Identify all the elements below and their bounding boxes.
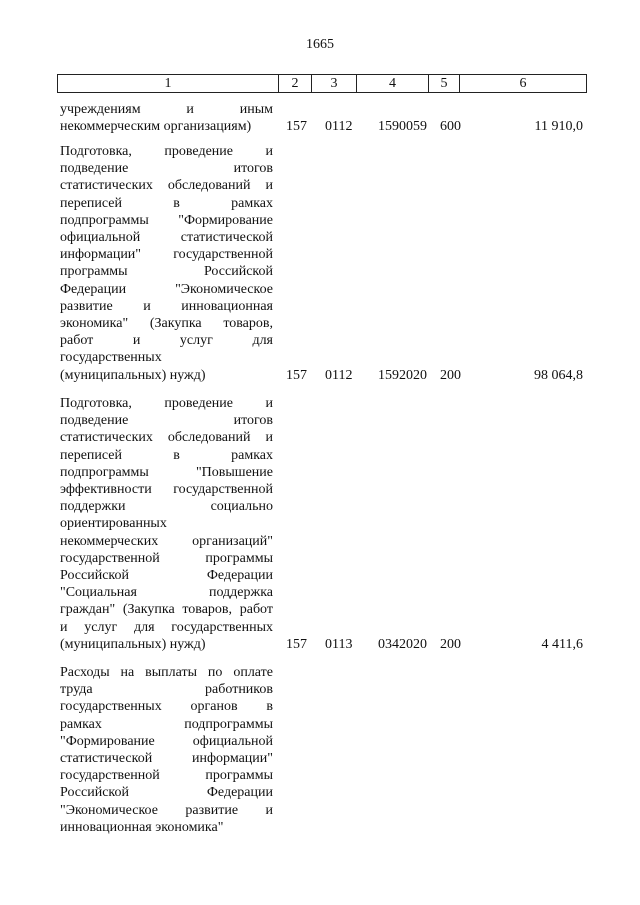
- description-line: статистических обследований и: [60, 178, 273, 194]
- description-line: Федерации "Экономическое: [60, 281, 273, 297]
- description-line: подведение итогов: [60, 161, 273, 177]
- row-description: [60, 664, 273, 836]
- cell-c5: 200: [440, 367, 461, 383]
- description-line: программы Российской: [60, 264, 273, 280]
- description-line: (муниципальных) нужд): [60, 636, 206, 652]
- description-line: граждан" (Закупка товаров, работ: [60, 602, 273, 618]
- description-line: поддержки социально: [60, 499, 273, 515]
- description-line: Российской Федерации: [60, 785, 273, 801]
- description-line: учреждениям и иным: [60, 102, 273, 117]
- description-line: официальной статистической: [60, 230, 273, 246]
- description-line: переписей в рамках: [60, 195, 273, 211]
- description-line: эффективности государственной: [60, 482, 273, 498]
- description-line: и услуг для государственных: [60, 619, 273, 635]
- cell-c3: 0113: [325, 636, 353, 652]
- description-line: инновационная экономика": [60, 819, 224, 835]
- cell-c2: 157: [286, 367, 307, 383]
- description-line: (муниципальных) нужд): [60, 367, 206, 383]
- description-line: Подготовка, проведение и: [60, 396, 273, 411]
- cell-c6: 4 411,6: [541, 636, 583, 652]
- cell-c4: 1592020: [378, 367, 427, 383]
- description-line: Расходы на выплаты по оплате: [60, 665, 273, 680]
- header-col-2: 2: [279, 75, 312, 92]
- description-line: рамках подпрограммы: [60, 716, 273, 732]
- row-description: [60, 101, 273, 135]
- description-line: государственной программы: [60, 768, 273, 784]
- header-col-5: 5: [429, 75, 460, 92]
- cell-c2: 157: [286, 636, 307, 652]
- description-line: информации" государственной: [60, 247, 273, 263]
- description-line: государственных: [60, 350, 162, 366]
- description-line: работ и услуг для: [60, 333, 273, 349]
- header-col-1: 1: [58, 75, 279, 92]
- description-line: некоммерческим организациям): [60, 119, 252, 135]
- description-line: переписей в рамках: [60, 447, 273, 463]
- header-col-3: 3: [312, 75, 357, 92]
- cell-c2: 157: [286, 119, 307, 135]
- description-line: подведение итогов: [60, 413, 273, 429]
- row-description: [60, 395, 273, 653]
- table-header: [57, 74, 587, 93]
- page-number: 1665: [306, 37, 334, 52]
- cell-c3: 0112: [325, 367, 353, 383]
- description-line: статистической информации": [60, 751, 273, 767]
- description-line: подпрограммы "Формирование: [60, 212, 273, 228]
- description-line: "Формирование официальной: [60, 733, 273, 749]
- header-col-6: 6: [519, 76, 527, 91]
- description-line: "Социальная поддержка: [60, 585, 273, 601]
- row-description: [60, 143, 273, 384]
- description-line: Подготовка, проведение и: [60, 144, 273, 159]
- description-line: некоммерческих организаций": [60, 533, 273, 549]
- description-line: труда работников: [60, 682, 273, 698]
- cell-c6: 98 064,8: [534, 367, 583, 383]
- description-line: подпрограммы "Повышение: [60, 464, 273, 480]
- cell-c6: 11 910,0: [534, 119, 583, 135]
- header-col-4: 4: [357, 75, 429, 92]
- description-line: "Экономическое развитие и: [60, 802, 273, 818]
- description-line: развитие и инновационная: [60, 298, 273, 314]
- cell-c5: 200: [440, 636, 461, 652]
- description-line: Российской Федерации: [60, 568, 273, 584]
- description-line: государственных органов в: [60, 699, 273, 715]
- cell-c3: 0112: [325, 119, 353, 135]
- description-line: экономика" (Закупка товаров,: [60, 316, 273, 332]
- cell-c5: 600: [440, 119, 461, 135]
- cell-c4: 0342020: [378, 636, 427, 652]
- description-line: государственной программы: [60, 550, 273, 566]
- description-line: статистических обследований и: [60, 430, 273, 446]
- cell-c4: 1590059: [378, 119, 427, 135]
- description-line: ориентированных: [60, 516, 167, 532]
